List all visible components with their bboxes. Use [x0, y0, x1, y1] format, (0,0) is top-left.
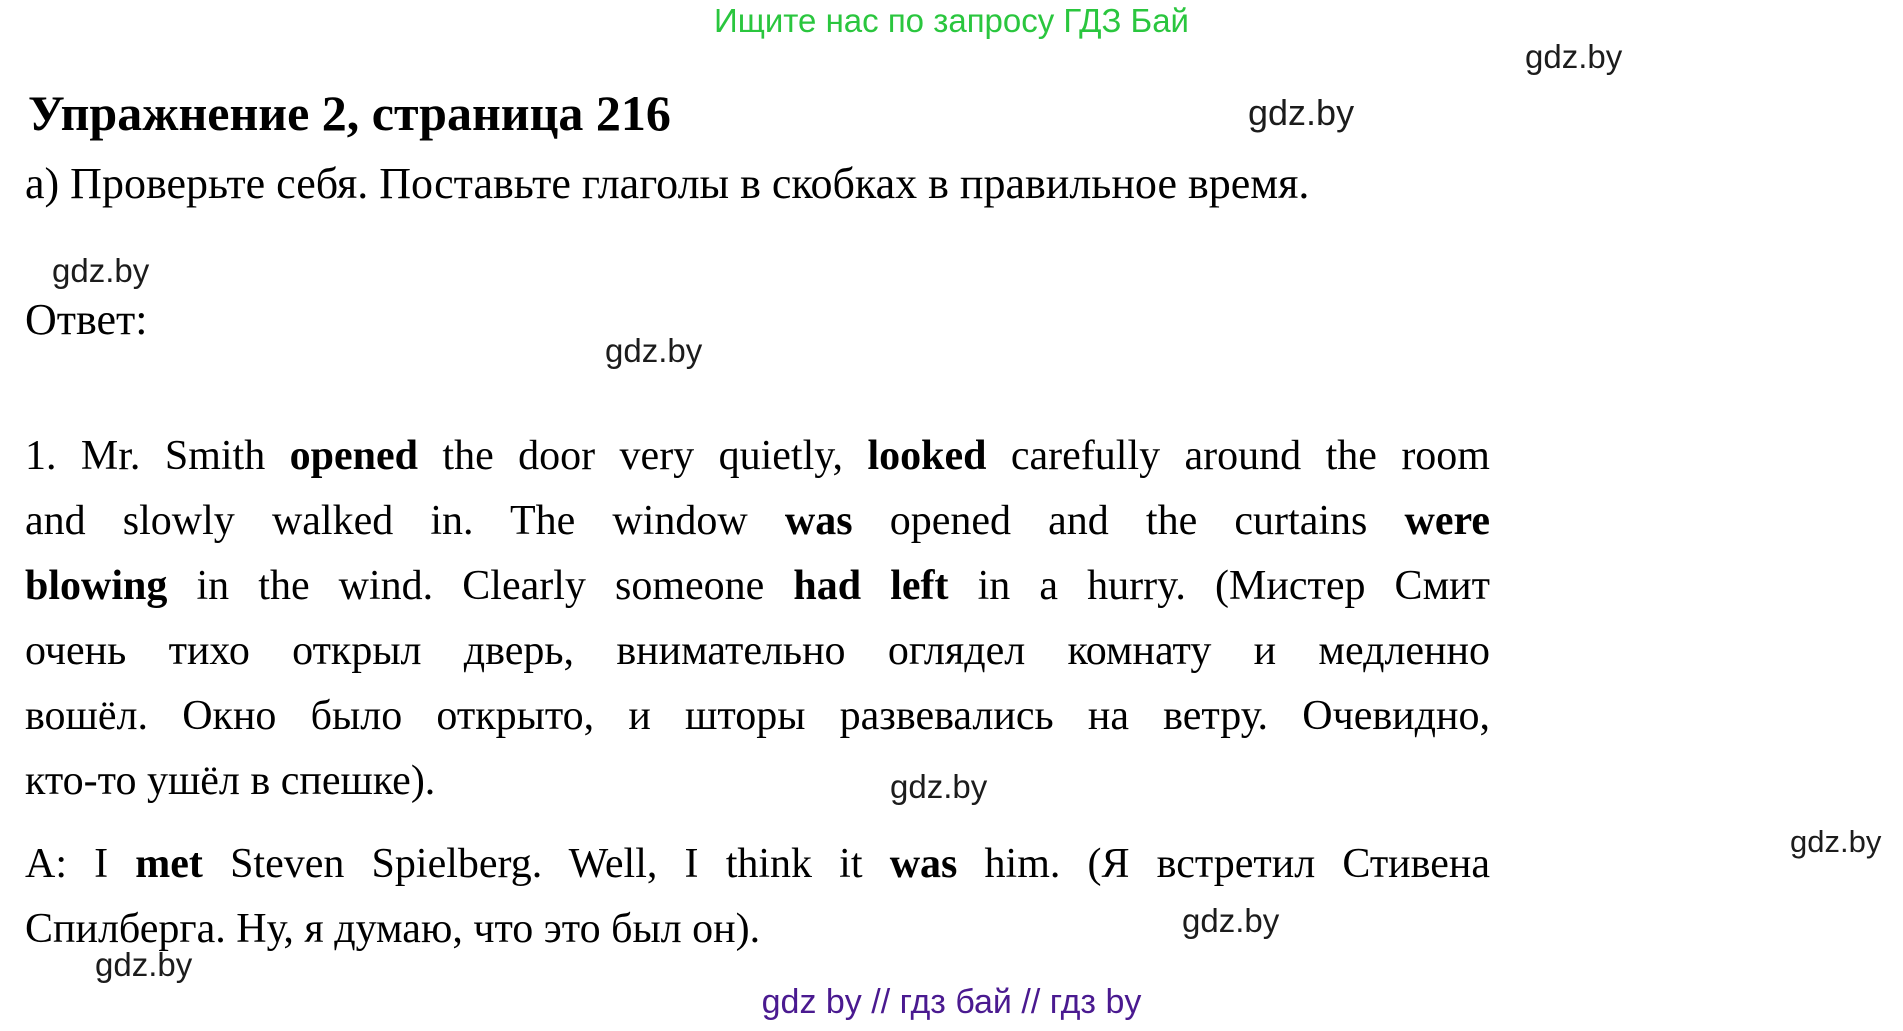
promo-banner-text: Ищите нас по запросу ГДЗ Бай — [714, 2, 1189, 39]
gdz-watermark: gdz.by — [1790, 824, 1882, 859]
answer-line: очень тихо открыл дверь, внимательно оглядел комнату и медленно — [25, 628, 1490, 674]
answer-paragraph-2 — [25, 832, 1490, 962]
answer-line: A: I met Steven Spielberg. Well, I think it was him. (Я встретил Стивена — [25, 841, 1490, 887]
footer-links-text[interactable]: gdz by // гдз бай // гдз by — [761, 983, 1142, 1021]
answer-paragraph-1 — [25, 424, 1490, 814]
gdz-watermark: gdz.by — [52, 252, 150, 289]
answer-line: and slowly walked in. The window was opened and the curtains were — [25, 498, 1490, 544]
exercise-title: Упражнение 2, страница 216 — [28, 85, 671, 141]
gdz-watermark: gdz.by — [1182, 902, 1280, 939]
gdz-watermark: gdz.by — [95, 946, 193, 983]
answer-line: blowing in the wind. Clearly someone had left in a hurry. (Мистер Смит — [25, 563, 1490, 609]
answer-label: Ответ: — [25, 295, 148, 344]
task-text: а) Проверьте себя. Поставьте глаголы в скобках в правильное время. — [25, 159, 1310, 208]
gdz-watermark: gdz.by — [1525, 38, 1623, 75]
answer-line: кто-то ушёл в спешке). — [25, 758, 436, 804]
answer-line: вошёл. Окно было открыто, и шторы развевались на ветру. Очевидно, — [25, 693, 1490, 739]
gdz-watermark: gdz.by — [1248, 92, 1355, 133]
answer-line: 1. Mr. Smith opened the door very quietly, looked carefully around the room — [25, 433, 1490, 479]
gdz-watermark: gdz.by — [605, 332, 703, 369]
gdz-watermark: gdz.by — [890, 768, 988, 805]
answer-line: Спилберга. Ну, я думаю, что это был он). — [25, 906, 761, 952]
